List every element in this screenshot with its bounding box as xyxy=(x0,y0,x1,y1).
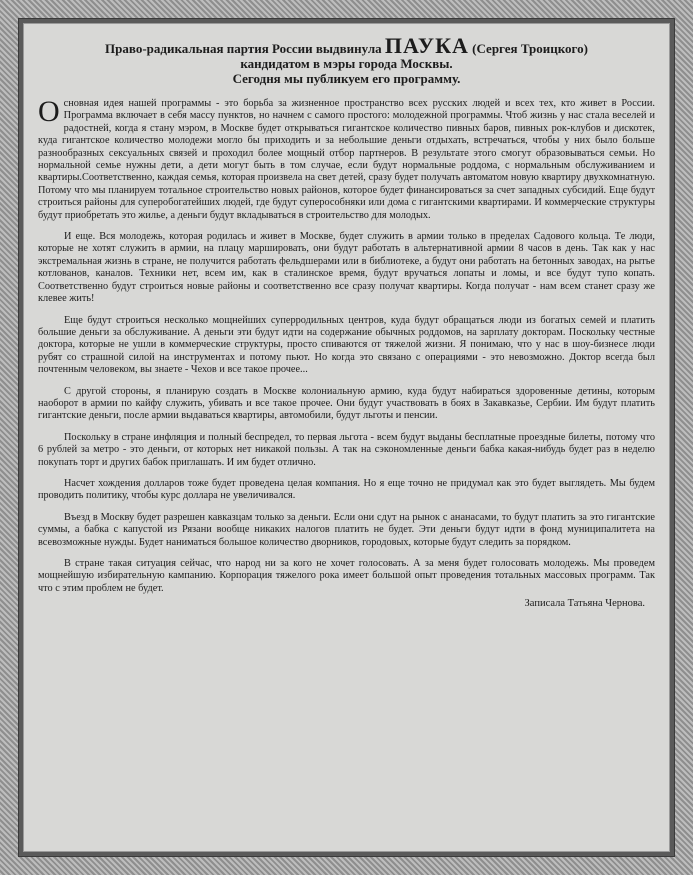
headline-line-1-suffix: (Сергея Троицкого) xyxy=(468,41,588,56)
article-headline xyxy=(44,33,649,86)
paragraph-1-text: сновная идея нашей программы - это борьба за жизненное пространство всех русских людей и всех тех, кто живет в России. Программа включает в себя массу пунктов, но начнем с самого простого: молодежной программы. Чтоб жизнь у нас стала веселей и радостней, когда я стану мэром, в Москве будет открываться гигантское количество пивных баров, пивных рок-клубов и дискотек, куда гигантское количество молодежи могло бы приходить и за небольшие деньги отдыхать, встречаться, чтобы у них было больше разнообразных сексуальных связей и проходил более мощный отбор партнеров. В результате этого смогут образовываться семьи. Но нормальной семье нужны дети, а дети могут быть в том случае, если будут нормальные роддома, с нормальным обслуживанием и квартиры.Соответственно, каждая семья, которая произвела на свет детей, сразу будет получать автоматом новую квартиру двухкомнатную. Потому что мы планируем тотальное строительство новых районов, которое будет финансироваться за счет западных субсидий. Еще будут строиться районы для суперобогатейших людей, где будут суперособняки или дома с гигантскими квартирами. И коммерческие структуры будут приобретать это жилье, а деньги будут вкладываться в строительство для молодых. xyxy=(38,98,655,221)
headline-line-2: кандидатом в мэры города Москвы. xyxy=(240,56,453,71)
article-paragraph-7: Въезд в Москву будет разрешен кавказцам только за деньги. Если они сдут на рынок с ананасами, то будут платить за это гигантские суммы, а бабка с капустой из Рязани вообще никаких налогов платить не будет. Эти деньги будут идти в фонд муниципалитета на всевозможные нужды. Будет наниматься большое количество дворников, городовых, которые будут следить за порядком. xyxy=(38,511,655,548)
headline-line-1 xyxy=(44,33,649,58)
headline-line-3: Сегодня мы публикуем его программу. xyxy=(232,71,461,86)
drop-cap: О xyxy=(38,95,60,128)
article-paragraph-4: С другой стороны, я планирую создать в Москве колониальную армию, куда будут набираться здоровенные детины, которым наоборот в армии по кайфу служить, убивать и все такое прочее. Они будут участвовать в боях в Закавказье, Сербии. Им будут платить гигантские деньги, после армии выдаваться квартиры, автомобили, будут льготы и пенсии. xyxy=(38,385,655,422)
article-paragraph-6: Насчет хождения долларов тоже будет проведена целая компания. Но я еще точно не придумал как это будет выглядеть. Мы будем проводить политику, чтобы курс доллара не увеличивался. xyxy=(38,477,655,502)
article-paragraph-2: И еще. Вся молодежь, которая родилась и живет в Москве, будет служить в армии только в пределах Садового кольца. Те люди, которые не хотят служить в армии, на плацу маршировать, они будут работать в альтернативной армии 8 часов в день. Так как у нас экстремальная жизнь в стране, не получится работать фельдшерами или в библиотеке, а будут они работать на бетонных заводах, на рытье котлованов, каналов. Техники нет, всем им, как в сталинское время, будут вручаться лопаты и ломы, и все будут тупо копать. Соответственно будут строиться новые районы и соответственно все сразу получат квартиры. Когда получат - нам всем станет сразу же клевее жить! xyxy=(38,231,655,305)
headline-line-1-prefix: Право-радикальная партия России выдвинула xyxy=(105,41,385,56)
newspaper-clipping xyxy=(23,23,670,852)
article-paragraph-8: В стране такая ситуация сейчас, что народ ни за кого не хочет голосовать. А за меня будет голосовать молодежь. Мы проведем мощнейшую избирательную кампанию. Корпорация тяжелого рока имеет большой опыт проведения тотальных массовых программ. Так что с этим проблем не будет. xyxy=(38,558,655,594)
article-paragraph-5: Поскольку в стране инфляция и полный беспредел, то первая льгота - всем будут выданы бесплатные проездные билеты, потому что 6 рублей за метро - это деньги, от которых нет никакой пользы. А так на сэкономленные деньги бабка какая-нибудь будет раз в неделю покупать торт и других бабок приглашать. И им будет отлично. xyxy=(38,431,655,468)
article-paragraph-3: Еще будут строиться несколько мощнейших суперродильных центров, куда будут обращаться люди из богатых семей и платить большие деньги за обслуживание. А деньги эти будут идти на содержание обычных роддомов, на зарплату докторам. Поскольку честные доктора, которые не ушли в коммерческие структуры, просто спиваются от тяжелой жизни. Я понимаю, что у нас в шоу-бизнесе люди рубят со страшной силой на инструментах и потому пьют. Но когда это связано с операциями - это невозможно. Доктор всегда был почтенным человеком, вы знаете - Чехов и все такое прочее... xyxy=(38,314,655,376)
article-paragraph-1 xyxy=(38,95,655,222)
headline-candidate-name: ПАУКА xyxy=(384,33,469,58)
article-signature: Записала Татьяна Чернова. xyxy=(524,598,645,610)
article-body xyxy=(38,95,655,610)
